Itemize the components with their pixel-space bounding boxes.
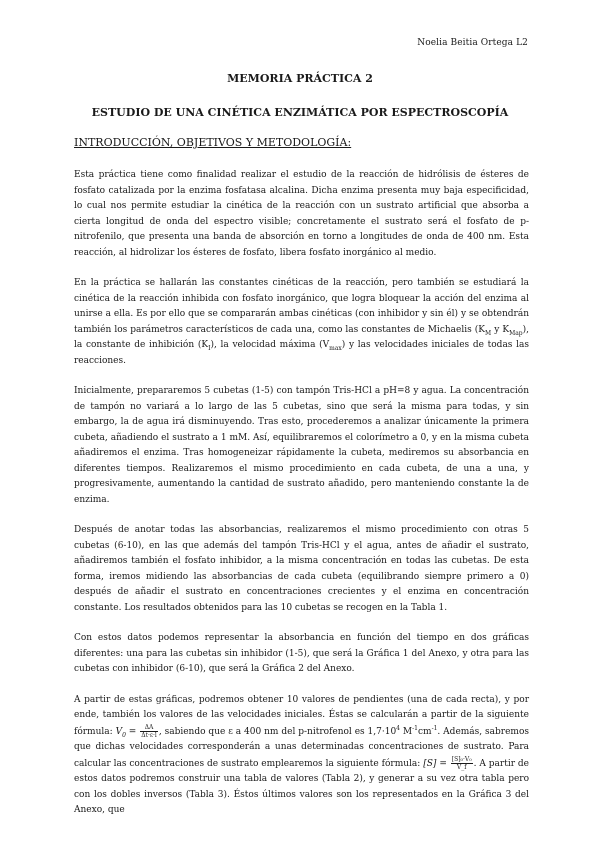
subscript-i: I: [208, 344, 211, 352]
formula-v0-symbol: V: [115, 726, 123, 737]
fraction-denominator: Δt·ε·l: [141, 731, 157, 739]
body-text: [74, 168, 529, 834]
fraction-numerator: ΔA: [140, 724, 158, 732]
document-subtitle: ESTUDIO DE UNA CINÉTICA ENZIMÁTICA POR ESPECTROSCOPÍA: [91, 106, 509, 119]
paragraph-6-text-d: cm: [417, 726, 432, 737]
header-author: Noelia Beitia Ortega L2: [417, 38, 528, 48]
subscript-max: max: [329, 344, 342, 352]
paragraph-6-text-f: . A partir de estos datos podremos construir una tabla de valores (Tabla 2), y generar a su vez otra tabla pero con los dobles inversos (Tabla 3). Éstos últimos valores son los representados en la Gráfica 3 del Anexo, que: [74, 758, 530, 815]
superscript-m-1: -1: [412, 724, 418, 732]
paragraph-2: [74, 276, 529, 369]
paragraph-2-text-a: En la práctica se hallarán las constantes cinéticas de la reacción, pero también se estudiará la cinética de la reacción inhibida con fosfato inorgánico, que logra bloquear la acción del enzima al unirse a ella. Es por ello que se compararán ambas cinéticas (con inhibidor y sin él) y se obtendrán también los parámetros característicos de cada una, como las constantes de Michaelis (K: [74, 278, 529, 335]
paragraph-4: Después de anotar todas las absorbancias, realizaremos el mismo procedimiento con otras 5 cubetas (6-10), en las que además del tampón Tris-HCl y el agua, antes de añadir el sustrato, añadiremos también el fosfato inhibidor, a la misma concentración en todas las cubetas. De esta forma, iremos midiendo las absorbancias de cada cubeta (equilibrando siempre primero a 0) después de añadir el sustrato en concentraciones crecientes y el enzima en concentración constante. Los resultados obtenidos para las 10 cubetas se recogen en la Tabla 1.: [74, 525, 529, 613]
paragraph-2-text-c: ), la constante de inhibición (K: [74, 324, 529, 350]
superscript-4: 4: [396, 724, 400, 732]
fraction-numerator: [S]₀·V₀: [451, 755, 472, 763]
paragraph-2-text-d: ), la velocidad máxima (V: [210, 340, 330, 350]
paragraph-6: [74, 693, 529, 819]
formula-fraction-substrate: [451, 756, 473, 771]
fraction-denominator: V_f: [456, 763, 467, 771]
paragraph-6-text-c: M: [400, 726, 413, 737]
paragraph-5: Con estos datos podemos representar la absorbancia en función del tiempo en dos gráficas diferentes: una para las cubetas sin inhibidor (1-5), que será la Gráfica 1 del Anexo, y otra para las cubetas con inhibidor (6-10), que será la Gráfica 2 del Anexo.: [74, 633, 529, 674]
paragraph-6-text-a: A partir de estas gráficas, podremos obtener 10 valores de pendientes (una de cada recta), y por ende, también los valores de las velocidades iniciales. Éstas se calcularán a partir de la siguiente fórmula:: [74, 694, 529, 737]
paragraph-2-text-b: y K: [491, 324, 510, 335]
formula-s: [S] =: [423, 758, 450, 769]
section-heading: INTRODUCCIÓN, OBJETIVOS Y METODOLOGÍA:: [74, 136, 352, 149]
paragraph-1: Esta práctica tiene como finalidad realizar el estudio de la reacción de hidrólisis de ésteres de fosfato catalizada por la enzima fosfatasa alcalina. Dicha enzima presenta muy baja especificidad, lo cual nos permite estudiar la cinética de la reacción con un sustrato artificial que absorba a cierta longitud de onda del espectro visible; concretamente el sustrato será el fosfato de p-nitrofenilo, que presenta una banda de absorción en torno a longitudes de onda de 400 nm. Esta reacción, al hidrolizar los ésteres de fosfato, libera fosfato inorgánico al medio.: [74, 170, 529, 258]
subscript-map: Map: [509, 329, 523, 337]
document-title: MEMORIA PRÁCTICA 2: [227, 72, 373, 85]
paragraph-6-text-e: . Además, sabremos que dichas velocidades corresponderán a unas determinadas concentraciones de sustrato. Para calcular las concentraciones de sustrato emplearemos la siguiente fórmula:: [74, 726, 529, 769]
formula-v0-subscript: 0: [122, 731, 126, 739]
paragraph-3: Inicialmente, prepararemos 5 cubetas (1-5) con tampón Tris-HCl a pH=8 y agua. La concentración de tampón no variará a lo largo de las 5 cubetas, sino que será la misma para todas, y sin embargo, la de agua irá disminuyendo. Tras esto, procederemos a analizar únicamente la primera cubeta, añadiendo el sustrato a 1 mM. Así, equilibraremos el colorímetro a 0, y en la misma cubeta añadiremos el enzima. Tras homogeneizar rápidamente la cubeta, mediremos su absorbancia en diferentes tiempos. Realizaremos el mismo procedimiento en cada cubeta, de una a una, y progresivamente, aumentando la cantidad de sustrato añadido, pero manteniendo constante la de enzima.: [74, 386, 529, 505]
formula-fraction-velocity: [140, 724, 158, 739]
superscript-cm-1: -1: [431, 724, 438, 732]
paragraph-6-text-b: , sabiendo que ε a 400 nm del p-nitrofenol es 1,7·10: [158, 726, 397, 737]
formula-equals: =: [125, 726, 140, 737]
subscript-m: M: [485, 329, 492, 337]
formula-v0: [116, 727, 126, 737]
paragraph-2-text-e: ) y las velocidades iniciales de todas las reacciones.: [74, 340, 529, 366]
